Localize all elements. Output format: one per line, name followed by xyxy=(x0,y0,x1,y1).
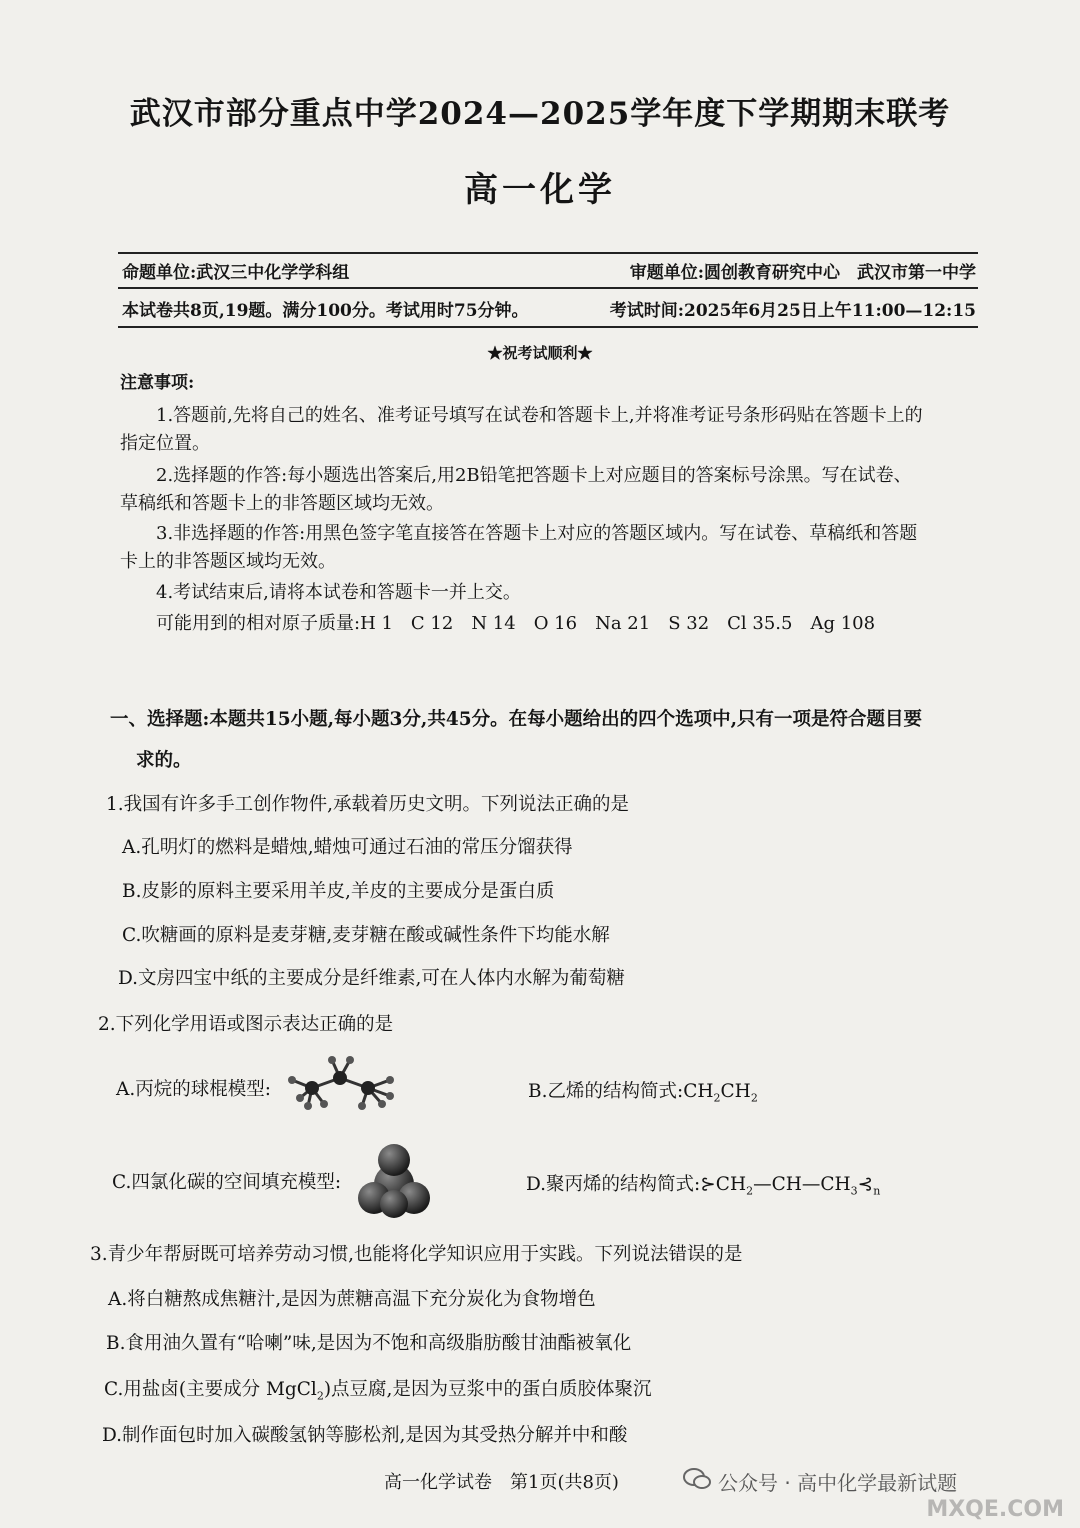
question-3-option-b: B.食用油久置有“哈喇”味,是因为不饱和高级脂肪酸甘油酯被氧化 xyxy=(106,1333,632,1354)
question-3-option-a: A.将白糖熬成焦糖汁,是因为蔗糖高温下充分炭化为食物增色 xyxy=(108,1289,596,1310)
notice-item-2: 2.选择题的作答:每小题选出答案后,用2B铅笔把答题卡上对应题目的答案标号涂黑。写在试卷、 xyxy=(156,465,912,486)
top-divider xyxy=(118,252,978,254)
notice-item-3: 3.非选择题的作答:用黑色签字笔直接答在答题卡上对应的答题区域内。写在试卷、草稿纸和答题 xyxy=(156,523,918,544)
atomic-mass-line: 可能用到的相对原子质量:H 1 C 12 N 14 O 16 Na 21 S 32 Cl 35.5 Ag 108 xyxy=(156,613,876,634)
question-1-stem: 1.我国有许多手工创作物件,承载着历史文明。下列说法正确的是 xyxy=(106,794,630,815)
site-watermark: MXQE.COM xyxy=(926,1497,1064,1522)
option-d-label: D.聚丙烯的结构简式: xyxy=(526,1174,701,1195)
question-2-option-b xyxy=(528,1077,758,1105)
subscript-2: 2 xyxy=(316,1389,324,1403)
notice-item-1: 1.答题前,先将自己的姓名、准考证号填写在试卷和答题卡上,并将准考证号条形码贴在答题卡上的 xyxy=(156,405,923,426)
space-filling-model-icon xyxy=(354,1140,434,1220)
question-2-option-c: C.四氯化碳的空间填充模型: xyxy=(112,1172,342,1193)
question-1-option-d: D.文房四宝中纸的主要成分是纤维素,可在人体内水解为葡萄糖 xyxy=(118,968,625,989)
wechat-icon xyxy=(682,1466,712,1492)
exam-time: 考试时间:2025年6月25日上午11:00—12:15 xyxy=(609,301,976,321)
question-3-option-c xyxy=(104,1375,651,1403)
question-1-option-b: B.皮影的原料主要采用羊皮,羊皮的主要成分是蛋白质 xyxy=(122,881,555,902)
option-c-prefix: C.用盐卤(主要成分 MgCl xyxy=(104,1379,317,1400)
question-3-stem: 3.青少年帮厨既可培养劳动习惯,也能将化学知识应用于实践。下列说法错误的是 xyxy=(90,1244,743,1265)
question-2-option-a: A.丙烷的球棍模型: xyxy=(116,1079,271,1100)
page-footer: 高一化学试卷 第1页(共8页) xyxy=(384,1472,619,1493)
question-1-option-c: C.吹糖画的原料是麦芽糖,麦芽糖在酸或碱性条件下均能水解 xyxy=(122,925,610,946)
option-c-suffix: )点豆腐,是因为豆浆中的蛋白质胶体聚沉 xyxy=(323,1379,652,1400)
notice-item-2-cont: 草稿纸和答题卡上的非答题区域均无效。 xyxy=(120,493,444,514)
option-b-label: B.乙烯的结构简式: xyxy=(528,1081,684,1102)
ethylene-formula: $CH_2CH_2$ xyxy=(683,1081,758,1105)
middle-divider xyxy=(118,287,978,289)
good-luck-banner: ★祝考试顺利★ xyxy=(487,344,593,362)
exam-title: 武汉市部分重点中学2024—2025学年度下学期期末联考 xyxy=(129,96,951,132)
review-unit: 审题单位:圆创教育研究中心 武汉市第一中学 xyxy=(629,263,976,283)
bottom-divider xyxy=(118,326,978,328)
notice-item-3-cont: 卡上的非答题区域均无效。 xyxy=(120,551,336,572)
notice-item-1-cont: 指定位置。 xyxy=(120,433,210,454)
polypropylene-formula: $⊱CH_2—CH—CH_3⊰_n$ xyxy=(700,1174,881,1198)
question-2-option-d xyxy=(526,1170,880,1198)
question-3-option-d: D.制作面包时加入碳酸氢钠等膨松剂,是因为其受热分解并中和酸 xyxy=(102,1425,628,1446)
section-heading-cont: 求的。 xyxy=(136,750,192,771)
watermark-text: 公众号 · 高中化学最新试题 xyxy=(718,1471,958,1495)
notice-heading: 注意事项: xyxy=(120,373,195,393)
notice-item-4: 4.考试结束后,请将本试卷和答题卡一并上交。 xyxy=(156,582,521,603)
paper-info: 本试卷共8页,19题。满分100分。考试用时75分钟。 xyxy=(122,301,529,321)
question-1-option-a: A.孔明灯的燃料是蜡烛,蜡烛可通过石油的常压分馏获得 xyxy=(122,837,573,858)
section-heading: 一、选择题:本题共15小题,每小题3分,共45分。在每小题给出的四个选项中,只有一项是符合题目要 xyxy=(110,709,923,730)
question-2-stem: 2.下列化学用语或图示表达正确的是 xyxy=(98,1014,394,1035)
author-unit: 命题单位:武汉三中化学学科组 xyxy=(122,263,350,283)
exam-subject: 高一化学 xyxy=(464,170,616,210)
ball-stick-model-icon xyxy=(282,1052,400,1116)
